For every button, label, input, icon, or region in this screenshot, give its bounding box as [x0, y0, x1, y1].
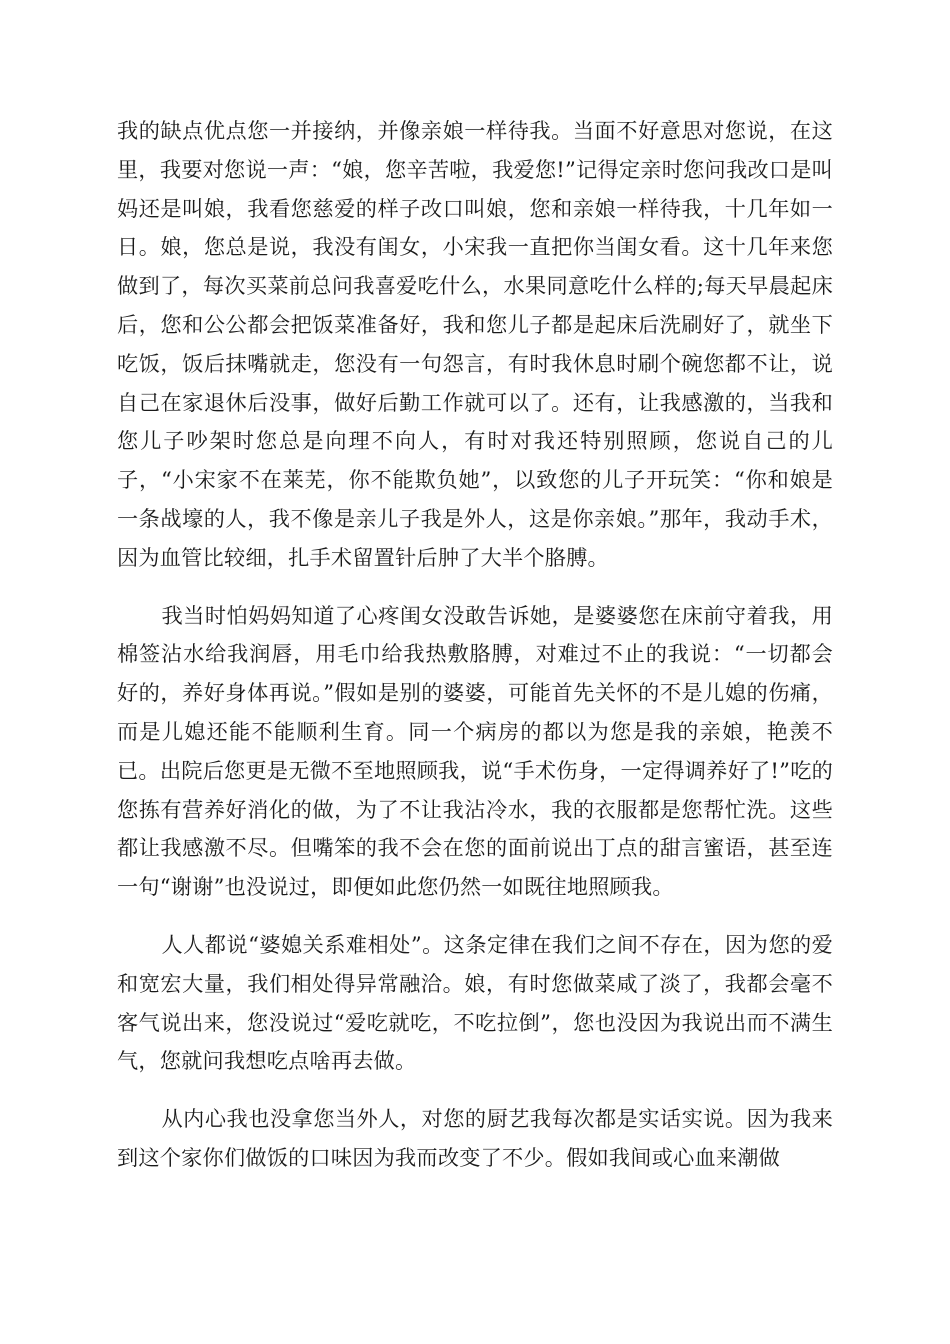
paragraph-4: 从内心我也没拿您当外人，对您的厨艺我每次都是实话实说。因为我来到这个家你们做饭的口味因为我而改变了不少。假如我间或心血来潮做	[117, 1106, 833, 1170]
paragraph-2: 我当时怕妈妈知道了心疼闺女没敢告诉她，是婆婆您在床前守着我，用棉签沾水给我润唇，用毛巾给我热敷胳膊，对难过不止的我说：“一切都会好的，养好身体再说。”假如是别的婆婆，可能首先关怀的不是儿媳的伤痛，而是儿媳还能不能顺利生育。同一个病房的都以为您是我的亲娘，艳羡不已。出院后您更是无微不至地照顾我，说“手术伤身，一定得调养好了!”吃的您拣有营养好消化的做，为了不让我沾冷水，我的衣服都是您帮忙洗。这些都让我感激不尽。但嘴笨的我不会在您的面前说出丁点的甜言蜜语，甚至连一句“谢谢”也没说过，即便如此您仍然一如既往地照顾我。	[117, 602, 833, 900]
paragraph-1: 我的缺点优点您一并接纳，并像亲娘一样待我。当面不好意思对您说，在这里，我要对您说一声：“娘，您辛苦啦，我爱您!”记得定亲时您问我改口是叫妈还是叫娘，我看您慈爱的样子改口叫娘，您和亲娘一样待我，十几年如一日。娘，您总是说，我没有闺女，小宋我一直把你当闺女看。这十几年来您做到了，每次买菜前总问我喜爱吃什么，水果同意吃什么样的;每天早晨起床后，您和公公都会把饭菜准备好，我和您儿子都是起床后洗刷好了，就坐下吃饭，饭后抹嘴就走，您没有一句怨言，有时我休息时刷个碗您都不让，说自己在家退休后没事，做好后勤工作就可以了。还有，让我感激的，当我和您儿子吵架时您总是向理不向人，有时对我还特别照顾，您说自己的儿子，“小宋家不在莱芜，你不能欺负她”，以致您的儿子开玩笑：“你和娘是一条战壕的人，我不像是亲儿子我是外人，这是你亲娘。”那年，我动手术，因为血管比较细，扎手术留置针后肿了大半个胳膊。	[117, 118, 833, 570]
document-body	[117, 112, 833, 1178]
paragraph-3: 人人都说“婆媳关系难相处”。这条定律在我们之间不存在，因为您的爱和宽宏大量，我们相处得异常融洽。娘，有时您做菜咸了淡了，我都会毫不客气说出来，您没说过“爱吃就吃，不吃拉倒”，您也没因为我说出而不满生气，您就问我想吃点啥再去做。	[117, 931, 833, 1074]
